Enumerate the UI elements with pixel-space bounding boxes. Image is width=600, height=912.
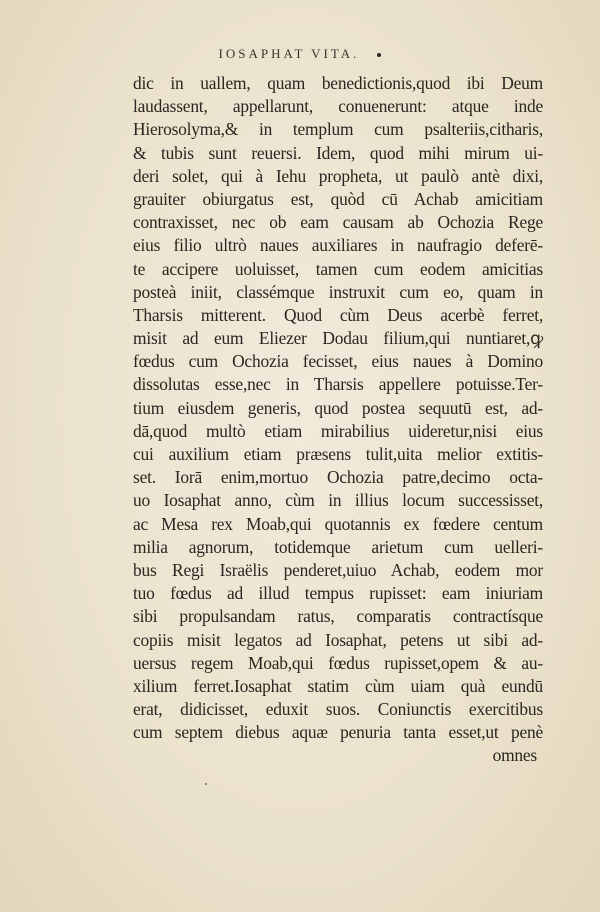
text-line: uo Iosaphat anno, cùm in illius locum successisset, (133, 490, 543, 511)
ink-speck (205, 783, 207, 785)
text-line: eius filio ultrò naues auxiliares in naufragio deferē- (133, 235, 543, 256)
text-line: contraxisset, nec ob eam causam ab Ochozia Rege (133, 212, 543, 233)
catchword: omnes (492, 745, 537, 766)
text-line: tuo fœdus ad illud tempus rupisset: eam iniuriam (133, 583, 543, 604)
text-line: copiis misit legatos ad Iosaphat, petens ut sibi ad- (133, 629, 543, 650)
running-header (0, 46, 600, 62)
text-line: dā,quod multò etiam mirabilius uideretur,nisi eius (133, 420, 543, 441)
text-line: erat, didicisset, eduxit suos. Coniunctis exercitibus (133, 699, 543, 720)
running-title: IOSAPHAT VITA. (218, 46, 360, 61)
text-line: posteà iniit, classémque instruxit cum eo, quam in (133, 281, 543, 302)
text-line: Hierosolyma,& in templum cum psalteriis,citharis, (133, 119, 543, 140)
text-line: bus Regi Israëlis penderet,uiuo Achab, eodem mor (133, 559, 543, 580)
text-line: xilium ferret.Iosaphat statim cùm uiam quà eundū (133, 675, 543, 696)
text-line: laudassent, appellarunt, conuenerunt: atque inde (133, 96, 543, 117)
text-line: & tubis sunt reuersi. Idem, quod mihi mirum ui- (133, 142, 543, 163)
text-line: te accipere uoluisset, tamen cum eodem amicitias (133, 258, 543, 279)
text-line: uersus regem Moab,qui fœdus rupisset,opem & au- (133, 652, 543, 673)
text-line: misit ad eum Eliezer Dodau filium,qui nuntiaret,ꝙ (133, 328, 543, 349)
text-line: sibi propulsandam ratus, comparatis contractísque (133, 606, 543, 627)
text-line: cui auxilium etiam præsens tulit,uita melior extitis- (133, 444, 543, 464)
text-line: milia agnorum, totidemque arietum cum uelleri- (133, 536, 543, 557)
text-line: set. Iorā enim,mortuo Ochozia patre,decimo octa- (133, 467, 543, 488)
text-line: Tharsis mitterent. Quod cùm Deus acerbè ferret, (133, 304, 543, 325)
text-line: cum septem diebus aquæ penuria tanta esset,ut penè (133, 722, 543, 743)
text-line: dissolutas esse,nec in Tharsis appellere potuisse.Ter- (133, 374, 543, 395)
text-line: dic in uallem, quam benedictionis,quod ibi Deum (133, 73, 543, 93)
text-line: fœdus cum Ochozia fecisset, eius naues à Domino (133, 351, 543, 372)
text-line: ac Mesa rex Moab,qui quotannis ex fœdere centum (133, 513, 543, 534)
header-ornament-dot (377, 53, 381, 57)
text-line: grauiter obiurgatus est, quòd cū Achab amicitiam (133, 188, 543, 209)
text-line: tium eiusdem generis, quod postea sequutū est, ad- (133, 397, 543, 418)
body-text (133, 72, 543, 768)
text-line: deri solet, qui à Iehu propheta, ut paulò antè dixi, (133, 165, 543, 186)
